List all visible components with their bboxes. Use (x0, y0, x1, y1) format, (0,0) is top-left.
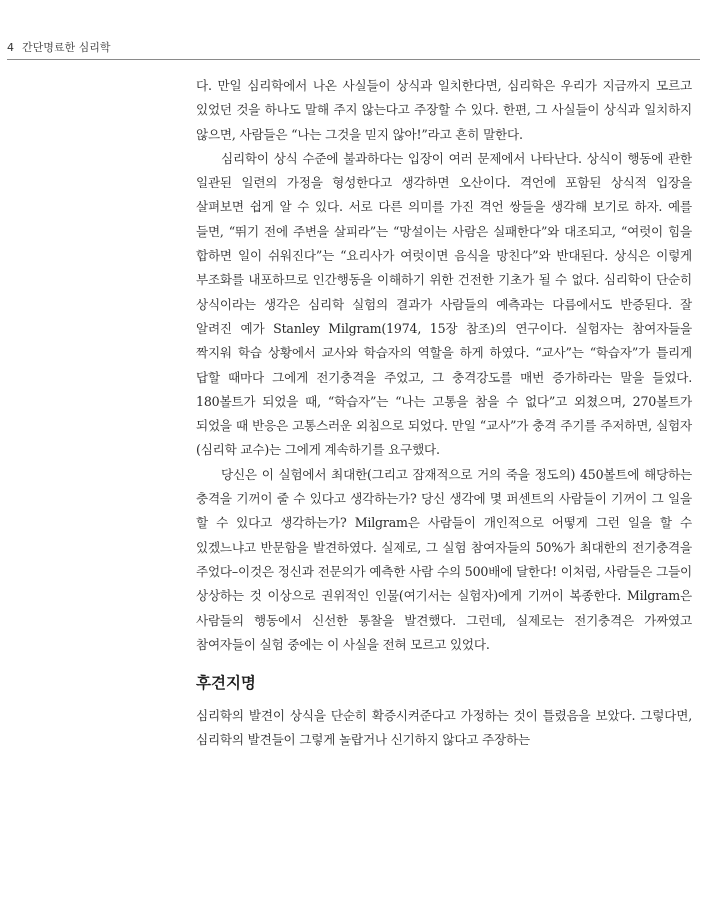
book-title: 간단명료한 심리학 (22, 41, 111, 54)
body-paragraph: 심리학이 상식 수준에 불과하다는 입장이 여러 문제에서 나타난다. 상식이 행동에 관한 일관된 일련의 가정을 형성한다고 생각하면 오산이다. 격언에 포함된 상식적 입장을 살펴보면 쉽게 알 수 있다. 서로 다른 의미를 가진 격언 쌍들을 생각해 보기로 하자. 예를 들면, “뛰기 전에 주변을 살피라”는 “망설이는 사람은 실패한다”와 대조되고, “여럿이 힘을 합하면 일이 쉬워진다”는 “요리사가 여럿이면 음식을 망친다”와 반대된다. 상식은 이렇게 부조화를 내포하므로 인간행동을 이해하기 위한 건전한 기초가 될 수 없다. 심리학이 단순히 상식이라는 생각은 심리학 실험의 결과가 사람들의 예측과는 다름에서도 반증된다. 잘 알려진 예가 Stanley Milgram(1974, 15장 참조)의 연구이다. 실험자는 참여자들을 짝지워 학습 상황에서 교사와 학습자의 역할을 하게 하였다. “교사”는 “학습자”가 틀리게 답할 때마다 그에게 전기충격을 주었고, 그 충격강도를 매번 증가하라는 말을 들었다. 180볼트가 되었을 때, “학습자”는 “나는 고통을 참을 수 없다”고 외쳤으며, 270볼트가 되었을 때 반응은 고통스러운 외침으로 되었다. 만일 “교사”가 충격 주기를 주저하면, 실험자(심리학 교수)는 그에게 계속하기를 요구했다. (196, 150, 692, 458)
running-header (7, 41, 700, 60)
page-number: 4 (7, 41, 14, 54)
body-paragraph: 당신은 이 실험에서 최대한(그리고 잠재적으로 거의 죽을 정도의) 450볼트에 해당하는 충격을 기꺼이 줄 수 있다고 생각하는가? 당신 생각에 몇 퍼센트의 사람들이 기꺼이 그 일을 할 수 있다고 생각하는가? Milgram은 사람들이 개인적으로 어떻게 그런 일을 할 수 있겠느냐고 반문함을 발견하였다. 실제로, 그 실험 참여자들의 50%가 최대한의 전기충격을 주었다–이것은 정신과 전문의가 예측한 사람 수의 500배에 달한다! 이처럼, 사람들은 그들이 상상하는 것 이상으로 권위적인 인물(여기서는 실험자)에게 기꺼이 복종한다. Milgram은 사람들의 행동에서 신선한 통찰을 발견했다. 그런데, 실제로는 전기충격은 가짜였고 참여자들이 실험 중에는 이 사실을 전혀 모르고 있었다. (196, 466, 692, 652)
body-paragraph: 다. 만일 심리학에서 나온 사실들이 상식과 일치한다면, 심리학은 우리가 지금까지 모르고 있었던 것을 하나도 말해 주지 않는다고 주장할 수 있다. 한편, 그 사실들이 상식과 일치하지 않으면, 사람들은 “나는 그것을 믿지 않아!”라고 흔히 말한다. (196, 78, 692, 142)
page-body (196, 74, 692, 753)
section-heading: 후견지명 (196, 674, 256, 693)
section-paragraph: 심리학의 발견이 상식을 단순히 확증시켜준다고 가정하는 것이 틀렸음을 보았다. 그렇다면, 심리학의 발견들이 그렇게 놀랍거나 신기하지 않다고 주장하는 (196, 708, 692, 748)
